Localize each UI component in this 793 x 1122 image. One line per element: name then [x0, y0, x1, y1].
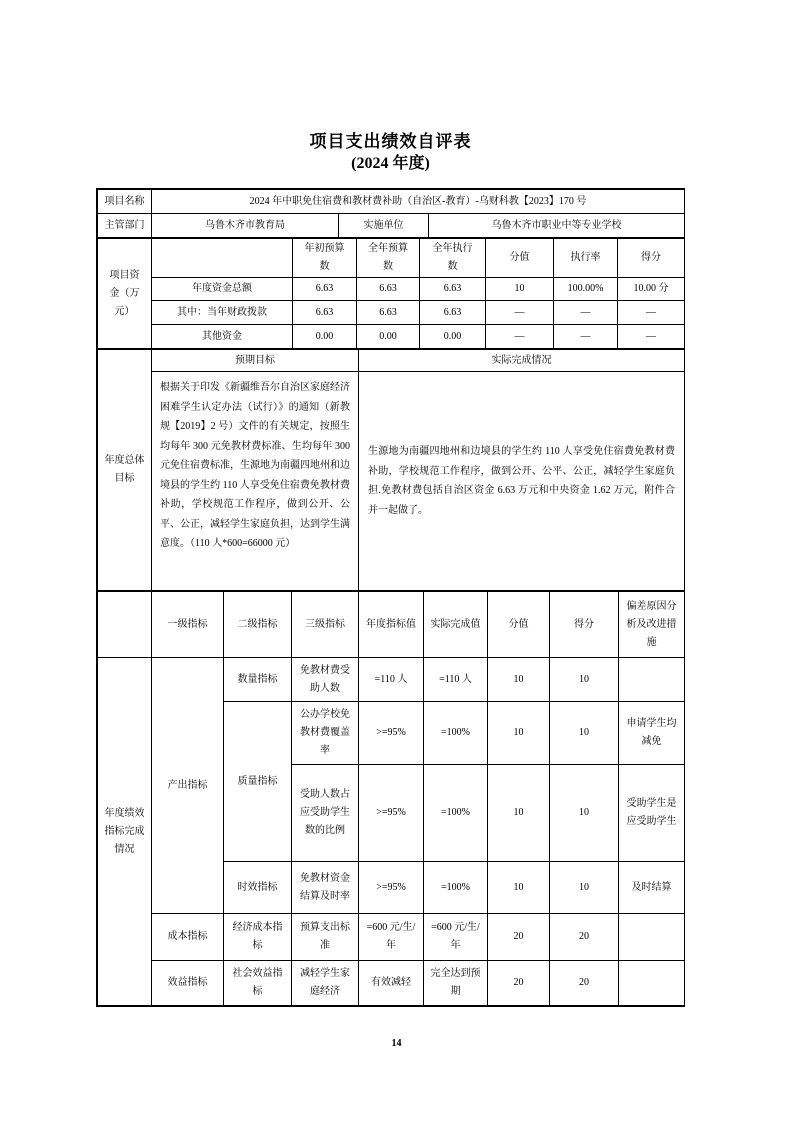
funds-header-score: 得分 — [618, 239, 685, 278]
funds-fiscal-row — [98, 301, 685, 325]
level1-benefit: 效益指标 — [152, 961, 224, 1006]
level3-cell: 受助人数占应受助学生数的比例 — [292, 765, 359, 862]
department-label: 主管部门 — [98, 214, 152, 238]
score-cell: 20 — [550, 961, 619, 1006]
actual-cell: =100% — [424, 862, 488, 914]
goal-section-label: 年度总体目标 — [98, 350, 152, 591]
project-name-value: 2024 年中职免住宿费和教材费补助（自治区-教育）-乌财科教【2023】170 号 — [152, 190, 685, 214]
score-cell: 10 — [550, 765, 619, 862]
funds-cell: — — [554, 325, 618, 349]
level2-economic-cost: 经济成本指标 — [224, 914, 292, 961]
target-cell: >=95% — [359, 862, 424, 914]
score-cell: 20 — [550, 914, 619, 961]
score-value-cell: 20 — [488, 914, 550, 961]
page-subtitle: (2024 年度) — [351, 155, 430, 172]
level3-cell: 公办学校免教材费覆盖率 — [292, 702, 359, 765]
score-value-cell: 10 — [488, 658, 550, 702]
funds-cell: 0.00 — [293, 325, 357, 349]
funds-cell: 10 — [486, 278, 554, 301]
indicators-header-level1: 一级指标 — [152, 592, 224, 658]
score-value-cell: 10 — [488, 765, 550, 862]
deviation-cell — [619, 914, 685, 961]
indicators-header-score-value: 分值 — [488, 592, 550, 658]
goal-expected-header: 预期目标 — [152, 350, 359, 372]
level1-cost: 成本指标 — [152, 914, 224, 961]
funds-header-executed: 全年执行数 — [420, 239, 486, 278]
funds-cell: — — [486, 301, 554, 325]
funds-header-score-value: 分值 — [486, 239, 554, 278]
funds-cell: — — [618, 325, 685, 349]
indicator-row-cost — [98, 914, 685, 961]
funds-cell: 100.00% — [554, 278, 618, 301]
funds-cell: 6.63 — [420, 278, 486, 301]
goal-table — [97, 349, 685, 591]
level3-cell: 免教材资金结算及时率 — [292, 862, 359, 914]
actual-cell: 完全达到预期 — [424, 961, 488, 1006]
level2-quantity: 数量指标 — [224, 658, 292, 702]
funds-cell: 6.63 — [293, 301, 357, 325]
table-row — [98, 190, 685, 214]
score-value-cell: 20 — [488, 961, 550, 1006]
department-value: 乌鲁木齐市教育局 — [152, 214, 339, 238]
indicators-header-deviation: 偏差原因分析及改进措施 — [619, 592, 685, 658]
level2-timeliness: 时效指标 — [224, 862, 292, 914]
funds-row-label: 其中：当年财政拨款 — [152, 301, 293, 325]
indicators-blank-cell — [98, 592, 152, 658]
document-content — [96, 130, 685, 1007]
funds-header-row — [98, 239, 685, 278]
deviation-cell — [619, 658, 685, 702]
basic-info-table — [97, 189, 685, 238]
level3-cell: 免教材费受助人数 — [292, 658, 359, 702]
page-number: 14 — [391, 1038, 402, 1049]
goal-actual-header: 实际完成情况 — [359, 350, 685, 372]
funds-header-execution-rate: 执行率 — [554, 239, 618, 278]
implement-unit-value: 乌鲁木齐市职业中等专业学校 — [429, 214, 685, 238]
funds-other-row — [98, 325, 685, 349]
table-row — [98, 214, 685, 238]
actual-cell: =110 人 — [424, 658, 488, 702]
funds-cell: 6.63 — [357, 278, 420, 301]
actual-cell: =600 元/生/年 — [424, 914, 488, 961]
goal-expected-text: 根据关于印发《新疆维吾尔自治区家庭经济困难学生认定办法（试行）》的通知（新教规【2019】2 号）文件的有关规定，按照生均每年 300 元免教材费标准、生均每年 300 元免住宿费标准，生源地为南疆四地州和边境县的学生约 110 人享受免住宿费免教材费补助，学校规范工作程序，做到公开、公平、公正，减轻学生家庭负担，达到学生满意度。（110 人*600=66000 元） — [152, 372, 359, 591]
funds-table — [97, 238, 685, 349]
indicators-header-target: 年度指标值 — [359, 592, 424, 658]
funds-row-label: 其他资金 — [152, 325, 293, 349]
deviation-cell: 申请学生均减免 — [619, 702, 685, 765]
score-cell: 10 — [550, 862, 619, 914]
actual-cell: =100% — [424, 702, 488, 765]
implement-unit-label: 实施单位 — [339, 214, 429, 238]
indicators-header-level3: 三级指标 — [292, 592, 359, 658]
deviation-cell: 受助学生是应受助学生 — [619, 765, 685, 862]
level3-cell: 减轻学生家庭经济 — [292, 961, 359, 1006]
page-title: 项目支出绩效自评表 — [309, 132, 472, 151]
score-value-cell: 10 — [488, 702, 550, 765]
deviation-cell — [619, 961, 685, 1006]
funds-blank-cell — [152, 239, 293, 278]
indicators-section-label: 年度绩效指标完成情况 — [98, 658, 152, 1006]
project-name-label: 项目名称 — [98, 190, 152, 214]
funds-cell: 6.63 — [420, 301, 486, 325]
score-cell: 10 — [550, 658, 619, 702]
score-value-cell: 10 — [488, 862, 550, 914]
indicators-header-row — [98, 592, 685, 658]
level1-output: 产出指标 — [152, 658, 224, 914]
indicator-row-quantity — [98, 658, 685, 702]
level3-cell: 预算支出标准 — [292, 914, 359, 961]
target-cell: =110 人 — [359, 658, 424, 702]
funds-cell: — — [618, 301, 685, 325]
funds-total-row — [98, 278, 685, 301]
deviation-cell: 及时结算 — [619, 862, 685, 914]
score-cell: 10 — [550, 702, 619, 765]
level2-social-benefit: 社会效益指标 — [224, 961, 292, 1006]
goal-content-row — [98, 372, 685, 591]
funds-row-label: 年度资金总额 — [152, 278, 293, 301]
funds-header-initial-budget: 年初预算数 — [293, 239, 357, 278]
target-cell: >=95% — [359, 702, 424, 765]
target-cell: >=95% — [359, 765, 424, 862]
funds-cell: 0.00 — [357, 325, 420, 349]
goal-header-row — [98, 350, 685, 372]
actual-cell: =100% — [424, 765, 488, 862]
target-cell: 有效减轻 — [359, 961, 424, 1006]
indicators-header-actual: 实际完成值 — [424, 592, 488, 658]
funds-cell: 10.00 分 — [618, 278, 685, 301]
level2-quality: 质量指标 — [224, 702, 292, 862]
funds-cell: 0.00 — [420, 325, 486, 349]
funds-cell: 6.63 — [357, 301, 420, 325]
funds-cell: 6.63 — [293, 278, 357, 301]
funds-cell: — — [486, 325, 554, 349]
indicators-table — [97, 591, 685, 1006]
target-cell: =600 元/生/年 — [359, 914, 424, 961]
funds-section-label: 项目资金（万元） — [98, 239, 152, 349]
goal-actual-text: 生源地为南疆四地州和边境县的学生约 110 人享受免住宿费免教材费补助，学校规范工作程序，做到公开、公平、公正，减轻学生家庭负担.免教材费包括自治区资金 6.63 万元和中央资金 1.62 万元，附件合并一起做了。 — [359, 372, 685, 591]
assessment-table — [96, 188, 685, 1007]
indicators-header-score: 得分 — [550, 592, 619, 658]
indicator-row-benefit — [98, 961, 685, 1006]
indicators-header-level2: 二级指标 — [224, 592, 292, 658]
funds-header-year-budget: 全年预算数 — [357, 239, 420, 278]
funds-cell: — — [554, 301, 618, 325]
